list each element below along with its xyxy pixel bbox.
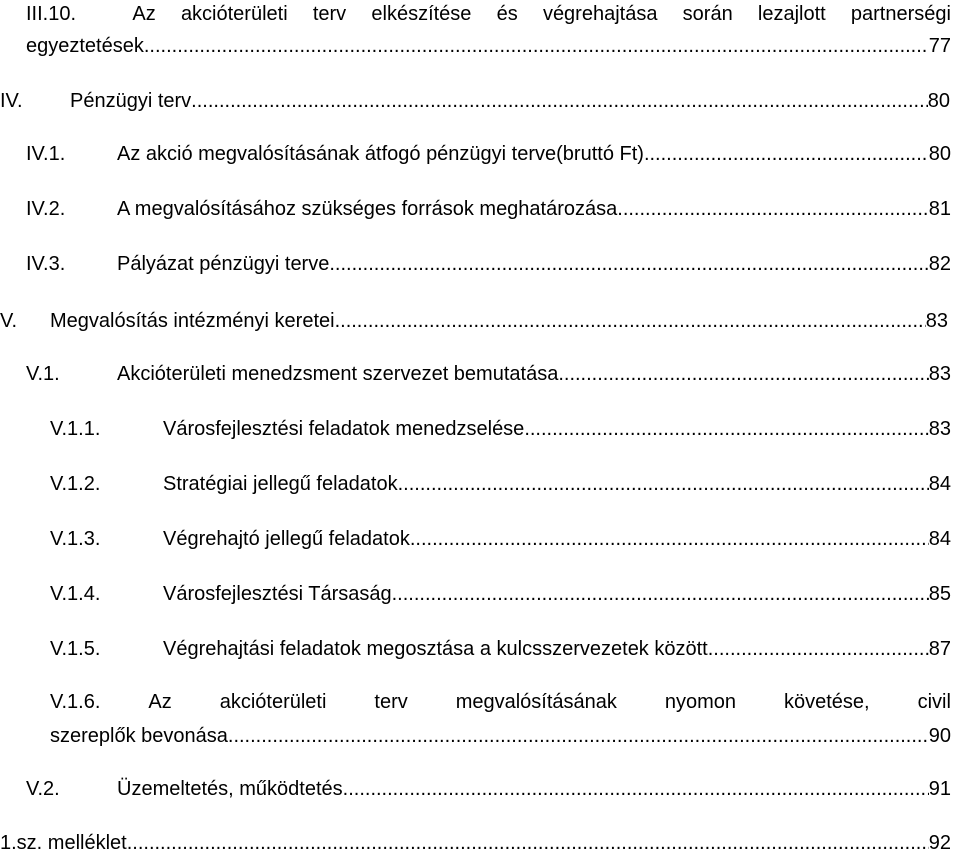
toc-entry-number: V. — [0, 310, 18, 332]
toc-title-word: terv — [312, 3, 347, 25]
toc-entry-number: III.10. — [26, 3, 77, 25]
toc-title-word: partnerségi — [850, 3, 951, 25]
toc-title-word: nyomon — [664, 691, 737, 713]
toc-leader-dots — [524, 417, 928, 441]
toc-page-number: 82 — [928, 253, 951, 275]
toc-entry-number: IV.1. — [26, 143, 66, 165]
toc-page-number: 91 — [928, 778, 951, 800]
toc-title-word: akcióterületi — [219, 691, 327, 713]
toc-leader-dots — [343, 777, 929, 801]
toc-title-word: és — [496, 3, 518, 25]
toc-leader-dots — [127, 831, 929, 855]
toc-leader-dots — [617, 197, 928, 221]
toc-entry-title: 1.sz. melléklet — [0, 832, 127, 854]
toc-title-word: Az — [148, 691, 172, 713]
toc-leader-dots — [708, 637, 929, 661]
toc-entry-title: Pénzügyi terv — [70, 90, 192, 112]
toc-entry-v-1[interactable] — [26, 362, 951, 386]
toc-page-number: 84 — [928, 528, 951, 550]
toc-title-word: terv — [374, 691, 408, 713]
toc-leader-dots — [644, 142, 929, 166]
toc-entry-title: Városfejlesztési Társaság — [163, 583, 392, 605]
toc-leader-dots — [329, 252, 928, 276]
toc-entry-number: V.2. — [26, 778, 60, 800]
toc-entry-title: szereplők bevonása — [50, 725, 228, 747]
toc-entry-title: egyeztetések — [26, 35, 144, 57]
toc-entry-v[interactable] — [0, 309, 948, 333]
toc-page-number: 92 — [928, 832, 951, 854]
toc-entry-title: Városfejlesztési feladatok menedzselése — [163, 418, 525, 440]
toc-page-number: 83 — [925, 310, 948, 332]
toc-entry-iv-1[interactable] — [26, 142, 951, 166]
toc-entry-number: V.1.5. — [50, 638, 101, 660]
toc-entry-annex-1[interactable] — [0, 831, 951, 855]
toc-entry-iii-10-line1[interactable] — [26, 2, 951, 26]
toc-entry-iv[interactable] — [0, 89, 950, 113]
toc-title-word: követése, — [784, 691, 870, 713]
toc-entry-iii-10-line2[interactable] — [26, 34, 951, 58]
toc-leader-dots — [558, 362, 928, 386]
toc-entry-title: Megvalósítás intézményi keretei — [50, 310, 335, 332]
toc-title-word: elkészítése — [371, 3, 472, 25]
toc-title-word: során — [682, 3, 733, 25]
toc-title-word: megvalósításának — [455, 691, 617, 713]
toc-leader-dots — [410, 527, 929, 551]
toc-page-number: 90 — [928, 725, 951, 747]
toc-entry-v-1-6-line2[interactable] — [50, 724, 951, 748]
toc-entry-number: V.1.1. — [50, 418, 101, 440]
toc-page-number: 84 — [928, 473, 951, 495]
toc-entry-number: IV.3. — [26, 253, 66, 275]
toc-page-number: 81 — [928, 198, 951, 220]
toc-page-number: 83 — [928, 418, 951, 440]
toc-entry-iv-2[interactable] — [26, 197, 951, 221]
toc-leader-dots — [144, 34, 929, 58]
toc-entry-number: IV. — [0, 90, 23, 112]
toc-entry-v-1-3[interactable] — [50, 527, 951, 551]
toc-page-number: 85 — [928, 583, 951, 605]
toc-title-word: civil — [917, 691, 951, 713]
toc-entry-number: V.1. — [26, 363, 60, 385]
toc-entry-title: Végrehajtási feladatok megosztása a kulcsszervezetek között — [163, 638, 708, 660]
toc-entry-number: V.1.3. — [50, 528, 101, 550]
toc-entry-title: Üzemeltetés, működtetés — [117, 778, 343, 800]
toc-title-word: lezajlott — [757, 3, 826, 25]
toc-page-number: 77 — [928, 35, 951, 57]
toc-entry-number: V.1.2. — [50, 473, 101, 495]
toc-leader-dots — [335, 309, 926, 333]
toc-entry-title: Akcióterületi menedzsment szervezet bemutatása — [117, 363, 559, 385]
toc-leader-dots — [228, 724, 929, 748]
toc-entry-title: A megvalósításához szükséges források meghatározása — [117, 198, 618, 220]
toc-leader-dots — [398, 472, 929, 496]
toc-entry-v-2[interactable] — [26, 777, 951, 801]
toc-entry-number: V.1.4. — [50, 583, 101, 605]
toc-entry-v-1-5[interactable] — [50, 637, 951, 661]
toc-title-word: végrehajtása — [542, 3, 658, 25]
toc-entry-title: Stratégiai jellegű feladatok — [163, 473, 398, 495]
toc-title-word: Az — [132, 3, 156, 25]
toc-entry-number: V.1.6. — [50, 691, 101, 713]
toc-entry-iv-3[interactable] — [26, 252, 951, 276]
toc-entry-title: Végrehajtó jellegű feladatok — [163, 528, 410, 550]
toc-leader-dots — [191, 89, 928, 113]
toc-entry-title: Pályázat pénzügyi terve — [117, 253, 330, 275]
toc-entry-number: IV.2. — [26, 198, 66, 220]
toc-entry-v-1-1[interactable] — [50, 417, 951, 441]
toc-page-number: 83 — [928, 363, 951, 385]
toc-page-number: 87 — [928, 638, 951, 660]
toc-page-number: 80 — [927, 90, 950, 112]
toc-title-word: akcióterületi — [180, 3, 288, 25]
toc-page-number: 80 — [928, 143, 951, 165]
toc-entry-v-1-6-line1[interactable] — [50, 690, 951, 714]
toc-entry-title: Az akció megvalósításának átfogó pénzügyi terve(bruttó Ft) — [117, 143, 644, 165]
toc-entry-v-1-2[interactable] — [50, 472, 951, 496]
toc-leader-dots — [392, 582, 929, 606]
toc-entry-v-1-4[interactable] — [50, 582, 951, 606]
